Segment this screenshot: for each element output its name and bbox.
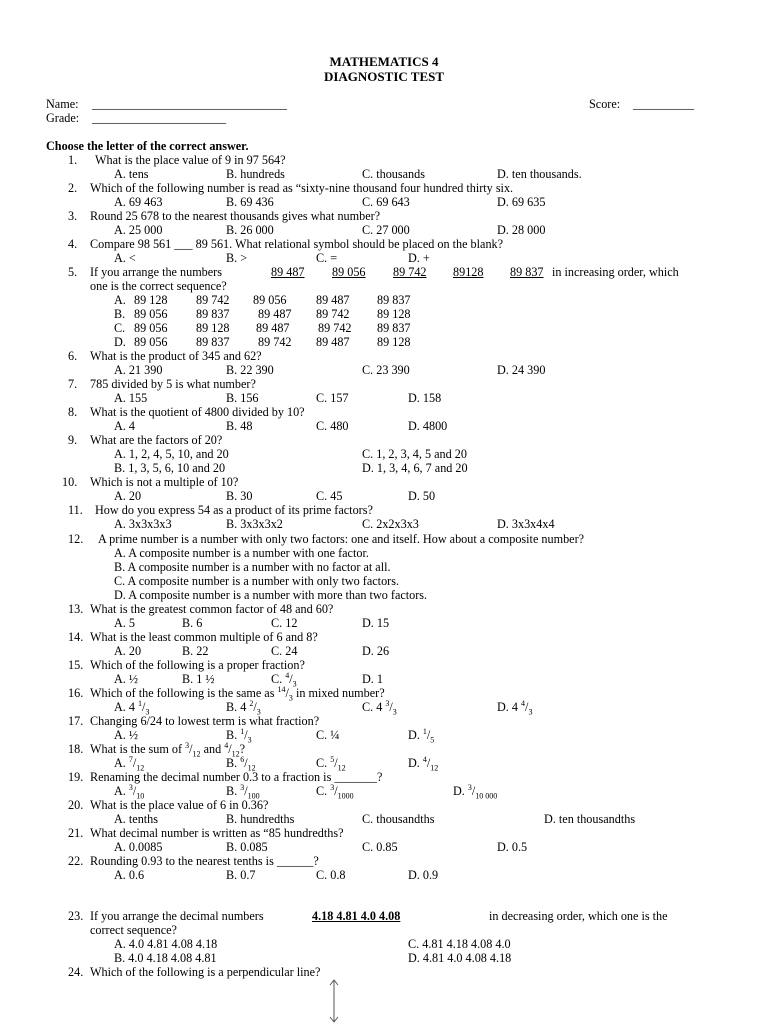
q10-option-a: A. 20 xyxy=(114,489,142,503)
q1-option-c: C. thousands xyxy=(362,167,425,181)
q15-option-a: A. ½ xyxy=(114,672,139,686)
q10-option-b: B. 30 xyxy=(226,489,253,503)
score-field[interactable]: __________ xyxy=(633,97,694,111)
q16-number: 16. xyxy=(68,686,84,700)
q8-option-a: A. 4 xyxy=(114,419,135,433)
q5-number-1: 89 487 xyxy=(271,265,305,279)
q15-text: Which of the following is a proper fraction? xyxy=(90,658,305,672)
q5-a-v2: 89 742 xyxy=(196,293,230,307)
q13-option-c: C. 12 xyxy=(271,616,298,630)
q8-option-c: C. 480 xyxy=(316,419,349,433)
q14-text: What is the least common multiple of 6 and 8? xyxy=(90,630,318,644)
q15-option-c: C. $^4/_3$ xyxy=(271,670,297,689)
q3-option-a: A. 25 000 xyxy=(114,223,163,237)
q11-option-b: B. 3x3x3x2 xyxy=(226,517,283,531)
q2-option-d: D. 69 635 xyxy=(497,195,546,209)
q9-number: 9. xyxy=(68,433,78,447)
q21-option-a: A. 0.0085 xyxy=(114,840,163,854)
q16-option-a: A. 4 $^1/_3$ xyxy=(114,698,150,717)
q23-option-c: C. 4.81 4.18 4.08 4.0 xyxy=(408,937,511,951)
q3-option-c: C. 27 000 xyxy=(362,223,410,237)
q5-c-v1: 89 056 xyxy=(134,321,168,335)
q17-text: Changing 6/24 to lowest term is what fraction? xyxy=(90,714,320,728)
q11-text: How do you express 54 as a product of its prime factors? xyxy=(95,503,373,517)
q1-option-a: A. tens xyxy=(114,167,149,181)
grade-label: Grade: xyxy=(46,111,80,125)
q23-numbers: 4.18 4.81 4.0 4.08 xyxy=(312,909,401,923)
q22-number: 22. xyxy=(68,854,84,868)
q3-number: 3. xyxy=(68,209,78,223)
q10-option-d: D. 50 xyxy=(408,489,436,503)
q22-option-a: A. 0.6 xyxy=(114,868,145,882)
q11-option-d: D. 3x3x4x4 xyxy=(497,517,555,531)
q13-number: 13. xyxy=(68,602,84,616)
q5-a-v1: 89 128 xyxy=(134,293,168,307)
q11-number: 11. xyxy=(68,503,83,517)
q18-option-b: B. $^6/_{12}$ xyxy=(226,754,256,773)
q13-option-a: A. 5 xyxy=(114,616,135,630)
q16-option-d: D. 4 $^4/_3$ xyxy=(497,698,533,717)
q14-number: 14. xyxy=(68,630,84,644)
q5-c-v4: 89 742 xyxy=(318,321,352,335)
q5-d-v4: 89 487 xyxy=(316,335,350,349)
q4-number: 4. xyxy=(68,237,78,251)
name-label: Name: xyxy=(46,97,79,111)
q1-option-b: B. hundreds xyxy=(226,167,285,181)
q8-option-d: D. 4800 xyxy=(408,419,448,433)
q10-number: 10. xyxy=(62,475,78,489)
q19-number: 19. xyxy=(68,770,84,784)
q8-number: 8. xyxy=(68,405,78,419)
q5-text-end: in increasing order, which xyxy=(552,265,679,279)
q2-option-b: B. 69 436 xyxy=(226,195,274,209)
q17-option-b: B. $^1/_3$ xyxy=(226,726,252,745)
q5-number-2: 89 056 xyxy=(332,265,366,279)
page-subtitle: DIAGNOSTIC TEST xyxy=(323,69,445,84)
q5-b-v3: 89 487 xyxy=(258,307,292,321)
q5-a-v4: 89 487 xyxy=(316,293,350,307)
q11-option-a: A. 3x3x3x3 xyxy=(114,517,172,531)
q23-option-d: D. 4.81 4.0 4.08 4.18 xyxy=(408,951,512,965)
grade-field[interactable]: ______________________ xyxy=(92,111,227,125)
q9-option-b: B. 1, 3, 5, 6, 10 and 20 xyxy=(114,461,226,475)
q2-option-c: C. 69 643 xyxy=(362,195,410,209)
q2-number: 2. xyxy=(68,181,78,195)
q5-c-letter: C. xyxy=(114,321,126,335)
q20-option-c: C. thousandths xyxy=(362,812,435,826)
q6-option-c: C. 23 390 xyxy=(362,363,410,377)
q23-text: If you arrange the decimal numbers xyxy=(90,909,264,923)
q7-option-c: C. 157 xyxy=(316,391,349,405)
q5-c-v5: 89 837 xyxy=(377,321,411,335)
q7-option-a: A. 155 xyxy=(114,391,148,405)
q5-b-v4: 89 742 xyxy=(316,307,350,321)
q10-text: Which is not a multiple of 10? xyxy=(90,475,239,489)
q18-option-d: D. $^4/_{12}$ xyxy=(408,754,439,773)
q23-text-end: in decreasing order, which one is the xyxy=(489,909,668,923)
q18-option-a: A. $^7/_{12}$ xyxy=(114,754,145,773)
q5-c-v2: 89 128 xyxy=(196,321,230,335)
q5-b-letter: B. xyxy=(114,307,126,321)
q2-option-a: A. 69 463 xyxy=(114,195,163,209)
q16-option-c: C. 4 $^3/_3$ xyxy=(362,698,397,717)
q13-option-d: D. 15 xyxy=(362,616,390,630)
q15-option-b: B. 1 ½ xyxy=(182,672,215,686)
q20-number: 20. xyxy=(68,798,84,812)
q12-option-a: A. A composite number is a number with one factor. xyxy=(114,546,369,560)
q2-text: Which of the following number is read as “sixty-nine thousand four hundred thirty six. xyxy=(90,181,514,195)
q7-number: 7. xyxy=(68,377,78,391)
q5-d-letter: D. xyxy=(114,335,126,349)
q9-option-c: C. 1, 2, 3, 4, 5 and 20 xyxy=(362,447,467,461)
q14-option-a: A. 20 xyxy=(114,644,142,658)
q5-d-v1: 89 056 xyxy=(134,335,168,349)
q16-text: Which of the following is the same as $^{14}/_3$ in mixed number? xyxy=(90,684,385,703)
q1-number: 1. xyxy=(68,153,78,167)
q9-option-d: D. 1, 3, 4, 6, 7 and 20 xyxy=(362,461,468,475)
q9-text: What are the factors of 20? xyxy=(90,433,223,447)
q15-number: 15. xyxy=(68,658,84,672)
q3-option-b: B. 26 000 xyxy=(226,223,274,237)
q5-b-v2: 89 837 xyxy=(196,307,230,321)
q21-option-b: B. 0.085 xyxy=(226,840,268,854)
q4-option-d: D. + xyxy=(408,251,430,265)
q12-text: A prime number is a number with only two factors: one and itself. How about a composite number? xyxy=(98,532,585,546)
q20-option-d: D. ten thousandths xyxy=(544,812,636,826)
q5-number-3: 89 742 xyxy=(393,265,427,279)
q19-option-d: D. $^3/_{10 000}$ xyxy=(453,782,498,801)
q5-number: 5. xyxy=(68,265,78,279)
page-title: MATHEMATICS 4 xyxy=(329,54,439,69)
q4-option-c: C. = xyxy=(316,251,338,265)
q12-option-d: D. A composite number is a number with more than two factors. xyxy=(114,588,428,602)
q24-text: Which of the following is a perpendicular line? xyxy=(90,965,321,979)
q7-option-d: D. 158 xyxy=(408,391,442,405)
q5-a-v5: 89 837 xyxy=(377,293,411,307)
q17-number: 17. xyxy=(68,714,84,728)
q6-text: What is the product of 345 and 62? xyxy=(90,349,262,363)
q23-option-a: A. 4.0 4.81 4.08 4.18 xyxy=(114,937,218,951)
q14-option-c: C. 24 xyxy=(271,644,298,658)
q16-option-b: B. 4 $^2/_3$ xyxy=(226,698,261,717)
q4-option-a: A. < xyxy=(114,251,136,265)
q22-text: Rounding 0.93 to the nearest tenths is ______? xyxy=(90,854,319,868)
q22-option-d: D. 0.9 xyxy=(408,868,439,882)
q17-option-c: C. ¼ xyxy=(316,728,340,742)
q5-text-2: one is the correct sequence? xyxy=(90,279,227,293)
q5-number-5: 89 837 xyxy=(510,265,544,279)
q5-d-v3: 89 742 xyxy=(258,335,292,349)
q19-option-b: B. $^3/_{100}$ xyxy=(226,782,260,801)
q22-option-c: C. 0.8 xyxy=(316,868,346,882)
name-field[interactable]: ________________________________ xyxy=(92,97,287,111)
q17-option-a: A. ½ xyxy=(114,728,139,742)
q18-option-c: C. $^5/_{12}$ xyxy=(316,754,346,773)
q5-b-v5: 89 128 xyxy=(377,307,411,321)
q3-text: Round 25 678 to the nearest thousands gives what number? xyxy=(90,209,381,223)
q9-option-a: A. 1, 2, 4, 5, 10, and 20 xyxy=(114,447,229,461)
q21-number: 21. xyxy=(68,826,84,840)
q20-text: What is the place value of 6 in 0.36? xyxy=(90,798,269,812)
q3-option-d: D. 28 000 xyxy=(497,223,546,237)
q24-number: 24. xyxy=(68,965,84,979)
q23-number: 23. xyxy=(68,909,84,923)
q6-option-b: B. 22 390 xyxy=(226,363,274,377)
q1-text: What is the place value of 9 in 97 564? xyxy=(95,153,286,167)
q12-number: 12. xyxy=(68,532,84,546)
q14-option-d: D. 26 xyxy=(362,644,390,658)
q5-d-v2: 89 837 xyxy=(196,335,230,349)
q5-d-v5: 89 128 xyxy=(377,335,411,349)
q10-option-c: C. 45 xyxy=(316,489,343,503)
q18-text: What is the sum of $^3/_{12}$ and $^4/_{12}$? xyxy=(90,740,246,759)
q13-text: What is the greatest common factor of 48 and 60? xyxy=(90,602,334,616)
q5-text: If you arrange the numbers xyxy=(90,265,222,279)
q5-b-v1: 89 056 xyxy=(134,307,168,321)
q7-text: 785 divided by 5 is what number? xyxy=(90,377,256,391)
q22-option-b: B. 0.7 xyxy=(226,868,256,882)
q15-option-d: D. 1 xyxy=(362,672,383,686)
q18-number: 18. xyxy=(68,742,84,756)
q5-c-v3: 89 487 xyxy=(256,321,290,335)
q8-text: What is the quotient of 4800 divided by 10? xyxy=(90,405,305,419)
q4-text: Compare 98 561 ___ 89 561. What relational symbol should be placed on the blank? xyxy=(90,237,504,251)
q19-text: Renaming the decimal number 0.3 to a fraction is _______? xyxy=(90,770,383,784)
q7-option-b: B. 156 xyxy=(226,391,259,405)
q21-option-c: C. 0.85 xyxy=(362,840,398,854)
instructions: Choose the letter of the correct answer. xyxy=(46,139,249,153)
q5-a-letter: A. xyxy=(114,293,126,307)
q17-option-d: D. $^1/_5$ xyxy=(408,726,435,745)
q12-option-b: B. A composite number is a number with no factor at all. xyxy=(114,560,391,574)
q1-option-d: D. ten thousands. xyxy=(497,167,582,181)
q8-option-b: B. 48 xyxy=(226,419,253,433)
q4-option-b: B. > xyxy=(226,251,248,265)
q19-option-c: C. $^3/_{1000}$ xyxy=(316,782,354,801)
q6-number: 6. xyxy=(68,349,78,363)
q5-a-v3: 89 056 xyxy=(253,293,287,307)
vertical-double-arrow-icon xyxy=(326,978,342,1024)
q14-option-b: B. 22 xyxy=(182,644,209,658)
q20-option-b: B. hundredths xyxy=(226,812,295,826)
q21-text: What decimal number is written as “85 hundredths? xyxy=(90,826,344,840)
q6-option-a: A. 21 390 xyxy=(114,363,163,377)
q13-option-b: B. 6 xyxy=(182,616,203,630)
q11-option-c: C. 2x2x3x3 xyxy=(362,517,419,531)
q23-option-b: B. 4.0 4.18 4.08 4.81 xyxy=(114,951,217,965)
q12-option-c: C. A composite number is a number with only two factors. xyxy=(114,574,400,588)
q21-option-d: D. 0.5 xyxy=(497,840,528,854)
score-label: Score: xyxy=(589,97,621,111)
q19-option-a: A. $^3/_{10}$ xyxy=(114,782,145,801)
q23-text-2: correct sequence? xyxy=(90,923,177,937)
q20-option-a: A. tenths xyxy=(114,812,159,826)
q6-option-d: D. 24 390 xyxy=(497,363,546,377)
q5-number-4: 89128 xyxy=(453,265,484,279)
